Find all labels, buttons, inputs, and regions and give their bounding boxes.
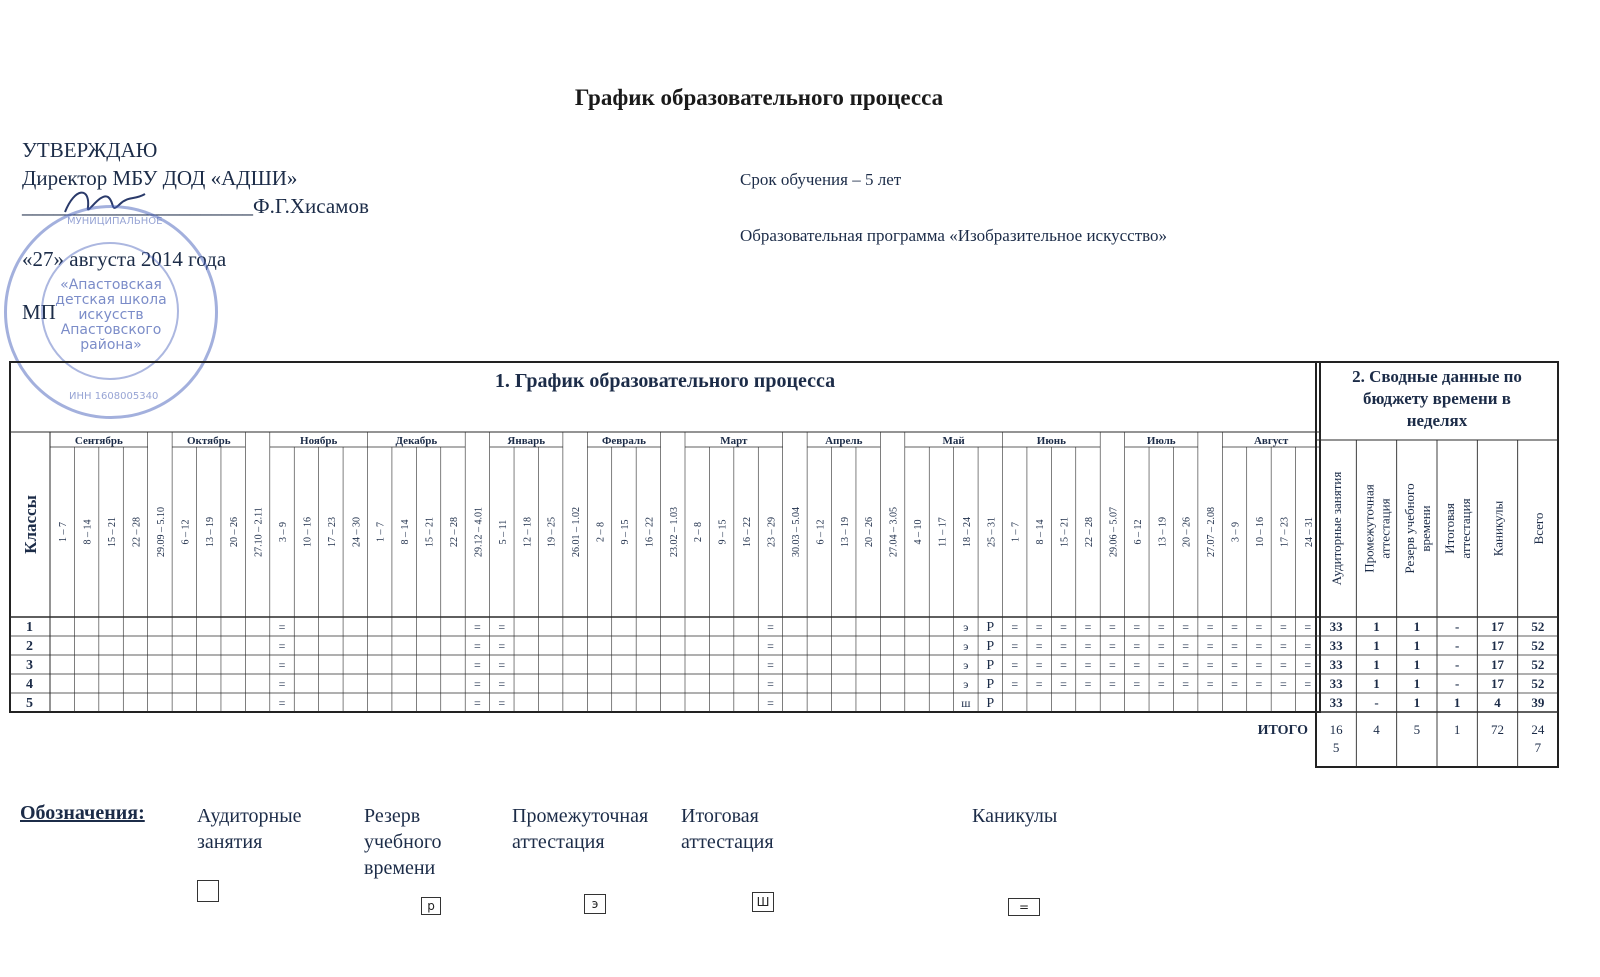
week-label: 6 – 12 [180, 519, 192, 545]
schedule-mark: = [278, 620, 286, 634]
schedule-mark: = [1011, 677, 1019, 691]
month-label: Март [720, 435, 748, 447]
schedule-mark: э [963, 620, 969, 634]
week-label: 13 – 19 [1157, 517, 1169, 547]
class-number: 3 [26, 658, 33, 673]
schedule-mark: = [1011, 620, 1019, 634]
total-value: 7 [1534, 740, 1542, 755]
summary-value: 52 [1531, 619, 1545, 634]
week-label: 1 – 7 [58, 522, 70, 542]
summary-value: 1 [1413, 695, 1421, 710]
legend-label-auditory: Аудиторные занятия [197, 805, 302, 853]
legend-title: Обозначения: [20, 802, 145, 824]
schedule-mark: = [1157, 620, 1165, 634]
week-label: 17 – 23 [326, 517, 338, 547]
schedule-mark: Р [986, 620, 995, 635]
total-value: 24 [1531, 722, 1545, 737]
week-label: 10 – 16 [1254, 517, 1266, 547]
summary-value: - [1454, 676, 1460, 691]
week-label: 3 – 9 [278, 522, 290, 542]
stamp-center-text: «Апастовская детская школа искусств Апастовского района» [55, 277, 167, 353]
week-label: 8 – 14 [82, 519, 94, 545]
schedule-mark: = [767, 677, 774, 691]
week-label: 15 – 21 [107, 517, 119, 547]
official-stamp: «Апастовская детская школа искусств Апастовского района» МУНИЦИПАЛЬНОЕ ИНН 1608005340 [4, 205, 218, 419]
week-label: 30.03 – 5.04 [790, 507, 802, 557]
approval-signature-line: ______________________Ф.Г.Хисамов [22, 194, 369, 218]
summary-value: - [1454, 657, 1460, 672]
week-label: 11 – 17 [937, 517, 949, 547]
schedule-mark: = [1279, 658, 1287, 672]
schedule-mark: = [1206, 658, 1214, 672]
schedule-mark: = [1255, 677, 1263, 691]
class-number: 2 [26, 639, 33, 654]
summary-header: Всего [1530, 512, 1546, 545]
month-label: Июнь [1036, 435, 1066, 447]
week-label: 29.06 – 5.07 [1108, 507, 1120, 557]
week-label: 22 – 28 [1083, 517, 1095, 547]
week-label: 1 – 7 [1010, 522, 1022, 542]
week-label: 13 – 19 [204, 517, 216, 547]
schedule-mark: = [1035, 620, 1043, 634]
week-label: 24 – 30 [351, 517, 363, 547]
week-label: 6 – 12 [1132, 519, 1144, 545]
schedule-mark: = [1231, 677, 1238, 691]
week-label: 27.04 – 3.05 [888, 507, 900, 557]
summary-value: 1 [1453, 695, 1461, 710]
section1-title: 1. График образовательного процесса [494, 370, 836, 392]
schedule-mark: = [1157, 658, 1165, 672]
week-label: 5 – 11 [497, 519, 509, 545]
week-label: 29.09 – 5.10 [155, 507, 167, 557]
summary-header: Каникулы [1490, 500, 1506, 557]
schedule-mark: = [1109, 658, 1116, 672]
term-text: Срок обучения – 5 лет [740, 170, 902, 189]
summary-value: 33 [1329, 619, 1343, 634]
week-label: 19 – 25 [546, 517, 558, 547]
schedule-mark: = [767, 696, 774, 710]
schedule-mark: = [474, 658, 481, 672]
schedule-mark: = [278, 658, 286, 672]
summary-value: 52 [1531, 638, 1545, 653]
legend-symbol-auditory [197, 880, 219, 902]
total-value: 5 [1332, 740, 1340, 755]
schedule-mark: = [1060, 620, 1067, 634]
approval-date: «27» августа 2014 года [22, 247, 227, 271]
schedule-mark: = [1084, 658, 1092, 672]
summary-value: 39 [1531, 695, 1545, 710]
schedule-mark: = [1109, 639, 1116, 653]
summary-value: 1 [1413, 638, 1421, 653]
summary-value: 33 [1329, 657, 1343, 672]
schedule-mark: = [1182, 639, 1190, 653]
week-label: 8 – 14 [400, 519, 412, 545]
month-label: Май [942, 435, 965, 447]
week-label: 27.10 – 2.11 [253, 507, 265, 557]
class-number: 4 [26, 677, 33, 692]
schedule-mark: = [498, 620, 506, 634]
summary-value: - [1374, 695, 1379, 710]
schedule-mark: = [1231, 658, 1238, 672]
summary-value: 52 [1531, 657, 1545, 672]
schedule-mark: = [278, 677, 286, 691]
week-label: 1 – 7 [375, 522, 387, 542]
summary-value: 1 [1413, 676, 1421, 691]
summary-header: аттестация [1458, 498, 1474, 559]
schedule-mark: Р [986, 677, 995, 692]
week-label: 2 – 8 [595, 522, 607, 542]
schedule-mark: = [767, 658, 774, 672]
week-label: 2 – 8 [693, 522, 705, 542]
schedule-mark: = [1231, 620, 1238, 634]
schedule-mark: = [1182, 658, 1190, 672]
schedule-mark: = [1231, 639, 1238, 653]
schedule-mark: э [963, 639, 969, 653]
summary-value: 1 [1373, 676, 1380, 691]
total-value: 4 [1373, 722, 1380, 737]
schedule-mark: = [1133, 639, 1141, 653]
summary-value: - [1454, 638, 1460, 653]
week-label: 20 – 26 [229, 517, 241, 547]
week-label: 22 – 28 [131, 517, 143, 547]
week-label: 24 – 31 [1303, 517, 1315, 547]
schedule-mark: = [1279, 639, 1287, 653]
legend-symbol-intermediate: э [584, 894, 606, 914]
week-label: 23 – 29 [766, 517, 778, 547]
classes-header: Классы [21, 495, 40, 554]
schedule-mark: = [1084, 620, 1092, 634]
approval-approve: УТВЕРЖДАЮ [22, 138, 158, 162]
week-label: 20 – 26 [864, 517, 876, 547]
week-label: 12 – 18 [522, 517, 534, 547]
schedule-mark: = [1157, 639, 1165, 653]
summary-header: Промежуточная [1361, 484, 1377, 573]
week-label: 15 – 21 [424, 517, 436, 547]
schedule-mark: = [278, 696, 286, 710]
month-label: Апрель [825, 435, 863, 447]
schedule-mark: = [1304, 658, 1312, 672]
schedule-mark: Р [986, 639, 995, 654]
schedule-mark: = [1133, 620, 1141, 634]
schedule-mark: = [1304, 620, 1312, 634]
schedule-mark: = [1279, 677, 1287, 691]
legend-label-final: Итоговая аттестация [681, 805, 774, 853]
week-label: 20 – 26 [1181, 517, 1193, 547]
schedule-mark: э [963, 658, 969, 672]
schedule-mark: = [1109, 620, 1116, 634]
week-label: 22 – 28 [448, 517, 460, 547]
schedule-mark: = [474, 620, 481, 634]
schedule-mark: = [1304, 639, 1312, 653]
week-label: 8 – 14 [1035, 519, 1047, 545]
week-label: 13 – 19 [839, 517, 851, 547]
week-label: 16 – 22 [742, 517, 754, 547]
schedule-mark: = [1133, 677, 1141, 691]
schedule-mark: ш [961, 696, 971, 710]
summary-value: 33 [1329, 676, 1343, 691]
week-label: 15 – 21 [1059, 517, 1071, 547]
schedule-mark: = [1084, 677, 1092, 691]
schedule-mark: = [1182, 620, 1190, 634]
schedule-mark: = [498, 696, 506, 710]
week-label: 16 – 22 [644, 517, 656, 547]
class-number: 5 [26, 696, 33, 711]
week-label: 18 – 24 [961, 517, 973, 547]
month-label: Февраль [601, 435, 646, 447]
schedule-mark: = [1011, 639, 1019, 653]
summary-header: Резерв учебного [1401, 483, 1417, 574]
summary-value: 17 [1491, 676, 1504, 691]
month-label: Сентябрь [74, 435, 123, 447]
schedule-mark: = [767, 620, 774, 634]
class-number: 1 [26, 620, 33, 635]
month-label: Октябрь [186, 435, 231, 447]
approval-mp: МП [22, 300, 56, 324]
month-label: Декабрь [395, 435, 438, 447]
total-value: 16 [1329, 722, 1343, 737]
schedule-mark: Р [986, 696, 995, 711]
schedule-mark: = [1279, 620, 1287, 634]
schedule-mark: = [767, 639, 774, 653]
week-label: 26.01 – 1.02 [571, 507, 583, 557]
week-label: 17 – 23 [1279, 517, 1291, 547]
week-label: 27.07 – 2.08 [1206, 507, 1218, 557]
schedule-mark: Р [986, 658, 995, 673]
schedule-mark: = [474, 639, 481, 653]
schedule-mark: = [1060, 639, 1067, 653]
schedule-mark: = [1182, 677, 1190, 691]
week-label: 3 – 9 [1230, 522, 1242, 542]
week-label: 23.02 – 1.03 [668, 507, 680, 557]
schedule-mark: = [474, 677, 481, 691]
section2-title: неделях [1406, 411, 1468, 430]
summary-value: 1 [1373, 619, 1380, 634]
month-label: Ноябрь [300, 435, 338, 447]
summary-value: 1 [1413, 619, 1421, 634]
section2-title: 2. Сводные данные по [1352, 367, 1522, 386]
summary-value: 33 [1329, 695, 1343, 710]
summary-value: 1 [1373, 638, 1380, 653]
summary-value: 1 [1373, 657, 1380, 672]
summary-value: 17 [1491, 619, 1504, 634]
total-value: 5 [1413, 722, 1421, 737]
month-label: Январь [507, 435, 546, 447]
summary-header: Аудиторные занятия [1329, 471, 1345, 586]
schedule-mark: = [1255, 620, 1263, 634]
summary-header: аттестация [1377, 498, 1393, 559]
total-value: 1 [1453, 722, 1461, 737]
legend-symbol-reserve: р [421, 897, 441, 915]
approval-director: Директор МБУ ДОД «АДШИ» [22, 166, 298, 190]
week-label: 25 – 31 [986, 517, 998, 547]
legend-symbol-final: Ш [752, 892, 774, 912]
schedule-mark: = [498, 677, 506, 691]
schedule-mark: = [1133, 658, 1141, 672]
schedule-mark: = [278, 639, 286, 653]
legend-label-reserve: Резерв учебного времени [364, 805, 442, 879]
summary-header: Итоговая [1442, 503, 1458, 554]
summary-value: - [1454, 619, 1460, 634]
schedule-mark: = [474, 696, 481, 710]
week-label: 4 – 10 [913, 519, 925, 545]
program-text: Образовательная программа «Изобразительное искусство» [740, 226, 1168, 245]
total-value: 72 [1491, 722, 1504, 737]
summary-value: 52 [1531, 676, 1545, 691]
schedule-mark: = [1084, 639, 1092, 653]
schedule-mark: = [1109, 677, 1116, 691]
week-label: 9 – 15 [619, 519, 631, 545]
schedule-mark: = [1255, 658, 1263, 672]
schedule-mark: = [1206, 639, 1214, 653]
summary-value: 4 [1494, 695, 1501, 710]
section2-title: бюджету времени в [1363, 389, 1511, 408]
schedule-mark: = [1255, 639, 1263, 653]
schedule-mark: = [1011, 658, 1019, 672]
legend-symbol-holidays: = [1008, 898, 1040, 916]
schedule-mark: = [1060, 658, 1067, 672]
total-label: ИТОГО [1257, 723, 1308, 738]
week-label: 6 – 12 [815, 519, 827, 545]
schedule-mark: = [498, 658, 506, 672]
legend-label-intermediate: Промежуточная аттестация [512, 805, 649, 853]
summary-header: времени [1417, 505, 1433, 552]
schedule-mark: = [1157, 677, 1165, 691]
schedule-mark: = [1304, 677, 1312, 691]
schedule-mark: = [1060, 677, 1067, 691]
legend-label-holidays: Каникулы [972, 805, 1058, 827]
summary-value: 33 [1329, 638, 1343, 653]
schedule-mark: = [1035, 639, 1043, 653]
week-label: 10 – 16 [302, 517, 314, 547]
summary-value: 1 [1413, 657, 1421, 672]
schedule-mark: = [1035, 658, 1043, 672]
week-label: 9 – 15 [717, 519, 729, 545]
page-title: График образовательного процесса [574, 85, 944, 110]
schedule-mark: = [498, 639, 506, 653]
month-label: Июль [1146, 435, 1176, 447]
summary-value: 17 [1491, 657, 1504, 672]
schedule-mark: э [963, 677, 969, 691]
schedule-mark: = [1206, 620, 1214, 634]
schedule-mark: = [1206, 677, 1214, 691]
summary-value: 17 [1491, 638, 1504, 653]
month-label: Август [1253, 435, 1289, 447]
schedule-mark: = [1035, 677, 1043, 691]
week-label: 29.12 – 4.01 [473, 506, 485, 557]
